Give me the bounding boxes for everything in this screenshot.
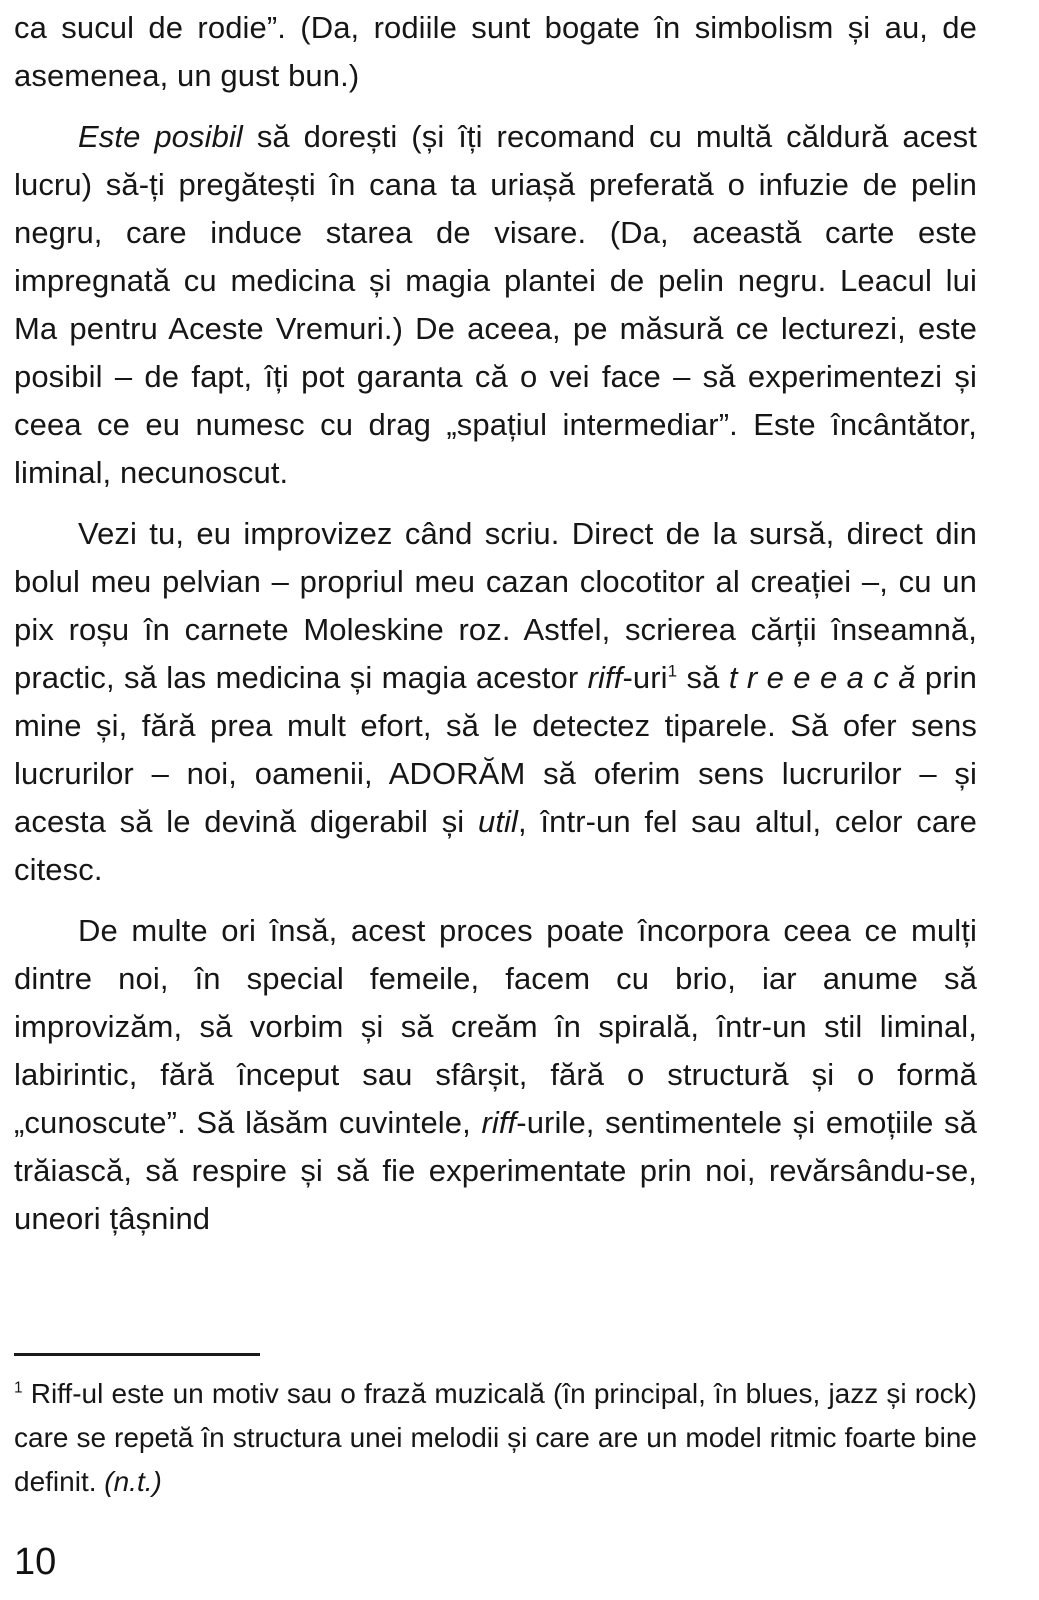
text-segment: Este posibil <box>78 119 243 154</box>
paragraph <box>14 4 977 100</box>
text-segment: să <box>677 660 729 695</box>
paragraph <box>14 113 977 497</box>
text-segment: prin mine și, fără prea mult efort, să le detectez tiparele. Să ofer sens lucrurilor – noi, oamenii, ADORĂM să oferim sens lucrurilor – și acesta să le devină digerabil și <box>14 660 977 839</box>
text-segment: De multe ori însă, acest proces poate încorpora ceea ce mulți dintre noi, în special femeile, facem cu brio, iar anume să improvizăm, să vorbim și să creăm în spirală, într-un stil liminal, labirintic, fără început sau sfârșit, fără o structură și o formă „cunoscute”. Să lăsăm cuvintele, <box>14 913 977 1140</box>
text-segment: -uri <box>622 660 668 695</box>
text-segment: util <box>478 804 519 839</box>
text-segment: (n.t.) <box>104 1466 162 1497</box>
text-segment: -urile, sentimentele și emoțiile să trăiască, să respire și să fie experimentate prin noi, revărsându-se, uneori țâșnind <box>14 1105 977 1236</box>
footnote-marker: 1 <box>14 1379 23 1397</box>
paragraph <box>14 907 977 1243</box>
text-segment: ca sucul de rodie”. (Da, rodiile sunt bogate în simbolism și au, de asemenea, un gust bun.) <box>14 10 977 93</box>
footnote-text <box>14 1372 977 1504</box>
footnote-marker: 1 <box>667 661 678 681</box>
text-segment: riff <box>587 660 623 695</box>
text-segment: Riff-ul este un motiv sau o frază muzicală (în principal, în blues, jazz și rock) care se repetă în structura unei melodii și care are un model ritmic foarte bine definit. <box>14 1378 977 1497</box>
page-body <box>14 4 977 1243</box>
text-segment: să dorești (și îți recomand cu multă căldură acest lucru) să-ți pregătești în cana ta uriașă preferată o infuzie de pelin negru, care induce starea de visare. (Da, această carte este impregnată cu medicina și magia plantei de pelin negru. Leacul lui Ma pentru Aceste Vremuri.) De aceea, pe măsură ce lecturezi, este posibil – de fapt, îți pot garanta că o vei face – să experimentezi și ceea ce eu numesc cu drag „spațiul intermediar”. Este încântător, liminal, necunoscut. <box>14 119 977 490</box>
text-segment: , într-un fel sau altul, celor care citesc. <box>14 804 977 887</box>
text-segment: riff <box>481 1105 517 1140</box>
footnote-separator <box>14 1353 260 1356</box>
page-number: 10 <box>14 1541 57 1583</box>
text-segment: Vezi tu, eu improvizez când scriu. Direct de la sursă, direct din bolul meu pelvian – propriul meu cazan clocotitor al creației –, cu un pix roșu în carnete Moleskine roz. Astfel, scrierea cărții înseamnă, practic, să las medicina și magia acestor <box>14 516 977 695</box>
text-segment: t r e e e a c ă <box>728 660 916 695</box>
paragraph <box>14 510 977 894</box>
